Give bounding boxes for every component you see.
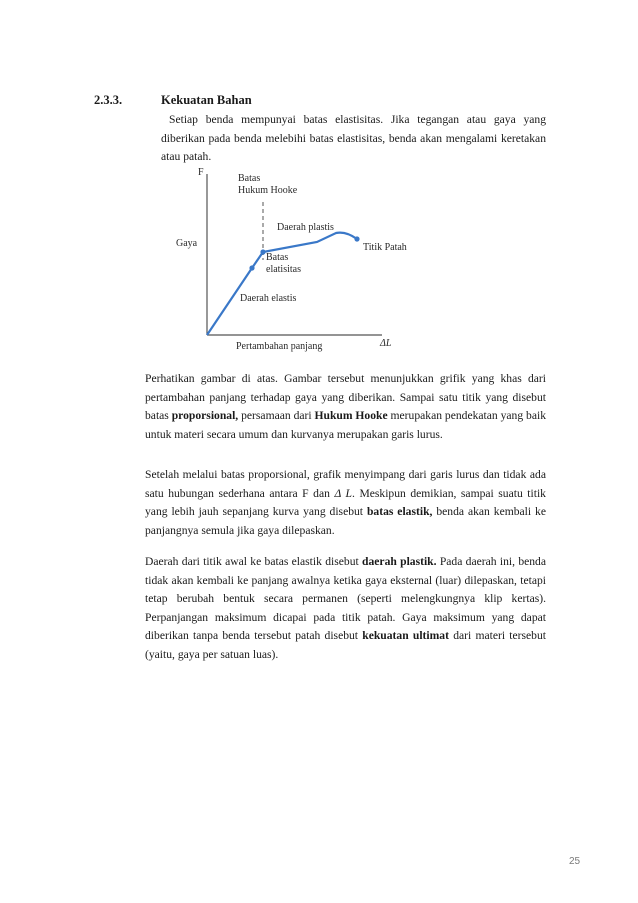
bold-term-hukum-hooke: Hukum Hooke — [314, 409, 388, 423]
breaking-point-label: Titik Patah — [363, 242, 407, 253]
bold-term-proporsional: proporsional, — [171, 409, 239, 423]
paragraph-hooke — [145, 370, 546, 444]
x-axis-symbol: ΔL — [380, 338, 392, 349]
bold-term-batas-elastik: batas elastik, — [366, 505, 433, 519]
stress-strain-graph — [170, 160, 410, 360]
paragraph-text: . Meskipun demikian, sampai suatu titik yang lebih jauh sepanjang kurva yang disebut — [145, 486, 546, 519]
bold-term-kekuatan-ultimat: kekuatan ultimat — [362, 629, 449, 643]
plastic-region-label: Daerah plastis — [277, 222, 334, 233]
paragraph-text: Daerah dari titik awal ke batas elastik disebut — [145, 555, 363, 568]
paragraph-text: dari materi tersebut (yaitu, gaya per satuan luas). — [145, 629, 547, 661]
paragraph-text: persamaan dari — [238, 409, 315, 423]
stress-strain-curve — [207, 233, 357, 335]
intro-text: Setiap benda mempunyai batas elastisitas. Jika tegangan atau gaya yang diberikan pada benda melebihi batas elastisitas, benda akan mengalami keretakan atau patah. — [161, 113, 546, 163]
elastic-limit-label-line2: elatisitas — [266, 264, 301, 275]
hooke-limit-label-line2: Hukum Hooke — [238, 185, 298, 196]
section-title: Kekuatan Bahan — [161, 93, 252, 107]
bold-term-daerah-plastik: daerah plastik. — [362, 555, 437, 568]
proportional-limit-point — [249, 265, 254, 270]
y-axis-symbol: F — [198, 167, 204, 178]
section-number: 2.3.3. — [94, 93, 123, 107]
page-number: 25 — [569, 856, 581, 867]
intro-paragraph — [161, 111, 546, 167]
x-axis-label: Pertambahan panjang — [236, 341, 323, 352]
breaking-point — [354, 236, 359, 241]
elastic-region-label: Daerah elastis — [240, 293, 297, 304]
paragraph-text: Setelah melalui batas proporsional, grafik menyimpang dari garis lurus dan tidak ada satu hubungan sederhana antara F dan — [145, 468, 546, 500]
paragraph-plastic-region — [145, 553, 546, 665]
y-axis-label: Gaya — [176, 238, 198, 249]
hooke-limit-label-line1: Batas — [238, 173, 261, 184]
elastic-limit-point — [260, 249, 265, 254]
stress-strain-figure — [170, 160, 410, 360]
paragraph-text: benda akan kembali ke panjangnya semula jika gaya dilepaskan. — [145, 505, 546, 537]
paragraph-text: Pada daerah ini, benda tidak akan kembali ke panjang awalnya ketika gaya eksternal (luar) dilepaskan, tetapi tetap berubah bentuk secara permanen (seperti melengkungnya klip kertas). Perpanjangan maksimum dicapai pada titik patah. Gaya maksimum yang dapat diberikan tanpa benda tersebut patah disebut — [145, 555, 547, 643]
math-delta-l: Δ L — [334, 486, 353, 500]
paragraph-text: Perhatikan gambar di atas. Gambar tersebut menunjukkan grifik yang khas dari pertambahan panjang terhadap gaya yang diberikan. Sampai satu titik yang disebut batas — [145, 372, 546, 423]
paragraph-text: merupakan pendekatan yang baik untuk materi secara umum dan kurvanya merupakan garis lurus. — [145, 409, 547, 441]
paragraph-elastic-limit — [145, 466, 546, 540]
elastic-limit-label-line1: Batas — [266, 252, 289, 263]
